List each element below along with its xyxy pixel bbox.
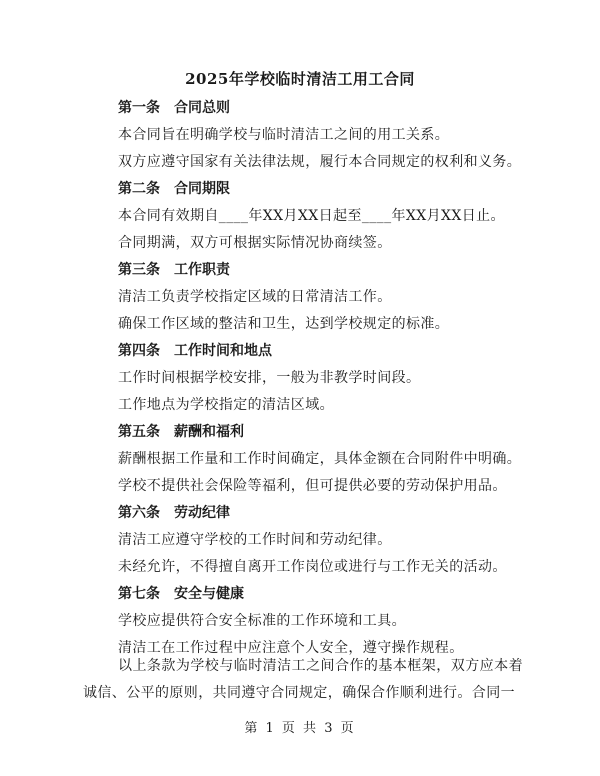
section-paragraph: 未经允许，不得擅自离开工作岗位或进行与工作无关的活动。 <box>118 559 507 575</box>
section-4 <box>118 338 518 419</box>
section-paragraph: 本合同有效期自____年XX月XX日起至____年XX月XX日止。 <box>118 208 505 224</box>
section-paragraph: 薪酬根据工作量和工作时间确定，具体金额在合同附件中明确。 <box>118 451 522 467</box>
section-heading: 第五条 薪酬和福利 <box>118 424 244 440</box>
section-heading: 第三条 工作职责 <box>118 262 230 278</box>
section-paragraph: 确保工作区域的整洁和卫生，达到学校规定的标准。 <box>118 316 450 332</box>
section-paragraph: 双方应遵守国家有关法律法规，履行本合同规定的权利和义务。 <box>118 154 522 170</box>
section-heading: 第四条 工作时间和地点 <box>118 343 272 359</box>
section-heading: 第二条 合同期限 <box>118 181 230 197</box>
section-1 <box>118 95 522 176</box>
section-paragraph: 清洁工负责学校指定区域的日常清洁工作。 <box>118 289 392 305</box>
section-paragraph: 本合同旨在明确学校与临时清洁工之间的用工关系。 <box>118 127 450 143</box>
section-heading: 第七条 安全与健康 <box>118 586 244 602</box>
document-title: 2025年学校临时清洁工用工合同 <box>185 70 415 88</box>
section-heading: 第六条 劳动纪律 <box>118 505 230 521</box>
section-paragraph: 工作时间根据学校安排，一般为非教学时间段。 <box>118 370 421 386</box>
section-paragraph: 清洁工应遵守学校的工作时间和劳动纪律。 <box>118 532 392 548</box>
section-paragraph: 合同期满，双方可根据实际情况协商续签。 <box>118 235 392 251</box>
section-heading: 第一条 合同总则 <box>118 100 230 116</box>
section-6 <box>118 500 518 581</box>
section-paragraph: 学校不提供社会保险等福利，但可提供必要的劳动保护用品。 <box>118 478 507 494</box>
closing-paragraph: 以上条款为学校与临时清洁工之间合作的基本框架，双方应本着诚信、公平的原则，共同遵守合同规定，确保合作顺利进行。合同一 <box>83 658 523 701</box>
page-number: 第 1 页 共 3 页 <box>244 721 356 736</box>
section-paragraph: 清洁工在工作过程中应注意个人安全，遵守操作规程。 <box>118 640 464 656</box>
section-7 <box>118 581 518 662</box>
section-2 <box>118 176 518 257</box>
section-5 <box>118 419 522 500</box>
section-paragraph: 学校应提供符合安全标准的工作环境和工具。 <box>118 613 406 629</box>
section-3 <box>118 257 518 338</box>
contract-body <box>118 95 522 662</box>
section-paragraph: 工作地点为学校指定的清洁区域。 <box>118 397 334 413</box>
